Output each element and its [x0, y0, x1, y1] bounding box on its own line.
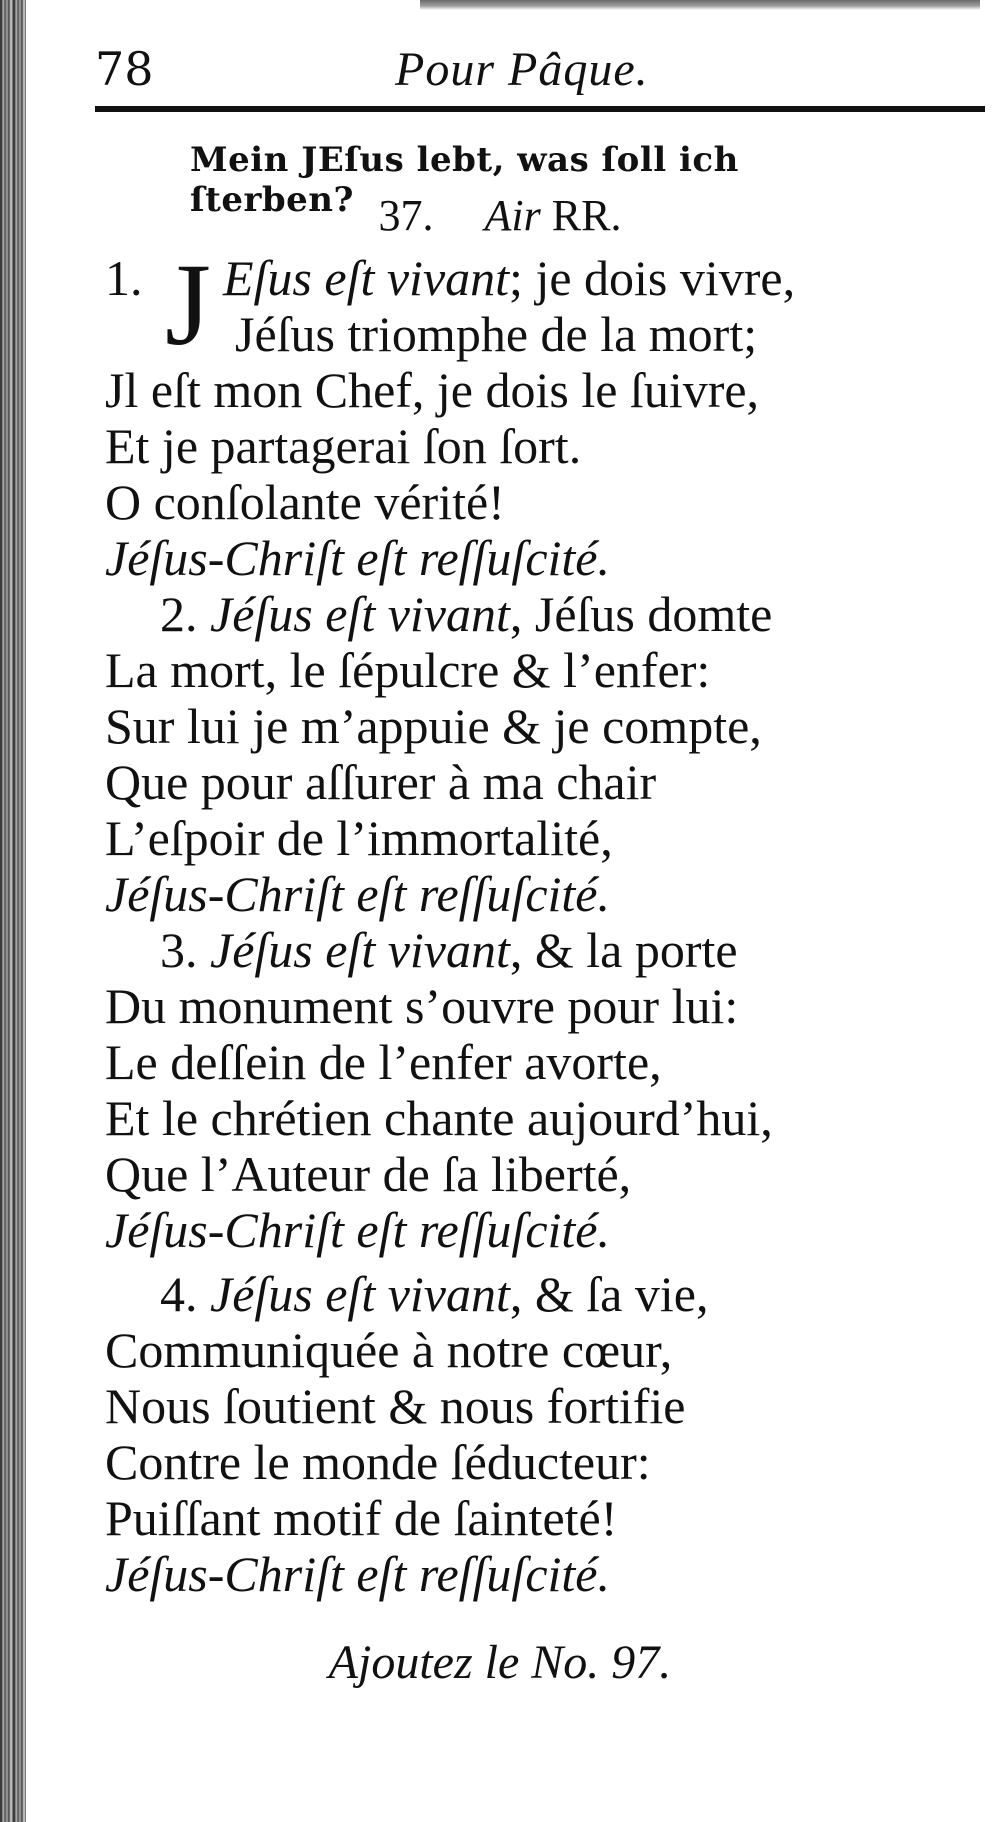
stanza-line: Nous ſoutient & nous fortifie — [105, 1378, 686, 1434]
stanza-refrain: Jéſus-Chriſt eſt reſſuſcité. — [105, 1546, 610, 1602]
stanza-number: 2. — [160, 586, 198, 642]
stanza-line: Jéſus triomphe de la mort; — [235, 306, 758, 362]
stanza-line-rest: , & ſa vie, — [509, 1266, 709, 1322]
stanza-1 — [105, 239, 985, 586]
page-number: 78 — [95, 42, 154, 96]
stanza-line: L’eſpoir de l’immortalité, — [105, 810, 613, 866]
stanza-4 — [105, 1266, 985, 1602]
stanza-line-italic: Jéſus eſt vivant — [210, 922, 510, 978]
book-binding-edge — [0, 0, 26, 1822]
stanza-line: Communiquée à notre cœur, — [105, 1322, 673, 1378]
stanza-line-italic: Jéſus eſt vivant — [210, 1266, 510, 1322]
stanza-number: 4. — [160, 1266, 198, 1322]
stanza-line: Puiſſant motif de ſainteté! — [105, 1490, 618, 1546]
stanza-gap — [105, 1258, 985, 1266]
stanza-line: O conſolante vérité! — [105, 474, 505, 530]
air-label: Air — [484, 191, 541, 240]
stanza-line: Sur lui je m’appuie & je compte, — [105, 698, 762, 754]
stanza-number: 1. — [105, 250, 143, 306]
stanza-number: 3. — [160, 922, 198, 978]
stanza-refrain: Jéſus-Chriſt eſt reſſuſcité. — [105, 1202, 610, 1258]
stanza-line-italic: Eſus eſt vivant — [223, 250, 510, 306]
stanza-line — [105, 922, 985, 978]
stanza-3 — [105, 922, 985, 1258]
page-top-edge — [420, 0, 980, 10]
closing-note: Ajoutez le No. 97. — [328, 1636, 672, 1689]
stanza-line: Du monument s’ouvre pour lui: — [105, 978, 739, 1034]
tune-title: Mein JEſus lebt, was ſoll ich ſterben? — [190, 140, 739, 220]
stanza-line — [105, 1266, 985, 1322]
stanza-line — [105, 250, 985, 306]
stanza-2 — [105, 586, 985, 922]
stanza-line: Contre le monde ſéducteur: — [105, 1434, 651, 1490]
drop-cap: J — [165, 239, 211, 370]
running-title: Pour Pâque. — [395, 43, 649, 96]
stanza-line: Que l’Auteur de ſa liberté, — [105, 1146, 632, 1202]
stanza-refrain: Jéſus-Chriſt eſt reſſuſcité. — [105, 530, 610, 586]
stanza-line-rest: ; je dois vivre, — [509, 250, 796, 306]
air-code: RR. — [551, 191, 622, 240]
stanza-line: Que pour aſſurer à ma chair — [105, 754, 657, 810]
header-rule — [95, 106, 985, 112]
stanza-line: Et le chrétien chante aujourd’hui, — [105, 1090, 773, 1146]
stanza-line-rest: , Jéſus domte — [509, 586, 773, 642]
stanza-line-rest: , & la porte — [509, 922, 738, 978]
hymn-text — [105, 239, 985, 1602]
stanza-refrain: Jéſus-Chriſt eſt reſſuſcité. — [105, 866, 610, 922]
page-header — [95, 28, 985, 118]
stanza-line: Et je partagerai ſon ſort. — [105, 418, 582, 474]
stanza-line-italic: Jéſus eſt vivant — [210, 586, 510, 642]
stanza-line: Le deſſein de l’enfer avorte, — [105, 1034, 662, 1090]
stanza-line — [105, 586, 985, 642]
stanza-line: La mort, le ſépulcre & l’enfer: — [105, 642, 711, 698]
hymn-heading — [0, 190, 1000, 241]
stanza-line: Jl eſt mon Chef, je dois le ſuivre, — [105, 362, 760, 418]
hymn-number: 37. — [378, 191, 434, 240]
